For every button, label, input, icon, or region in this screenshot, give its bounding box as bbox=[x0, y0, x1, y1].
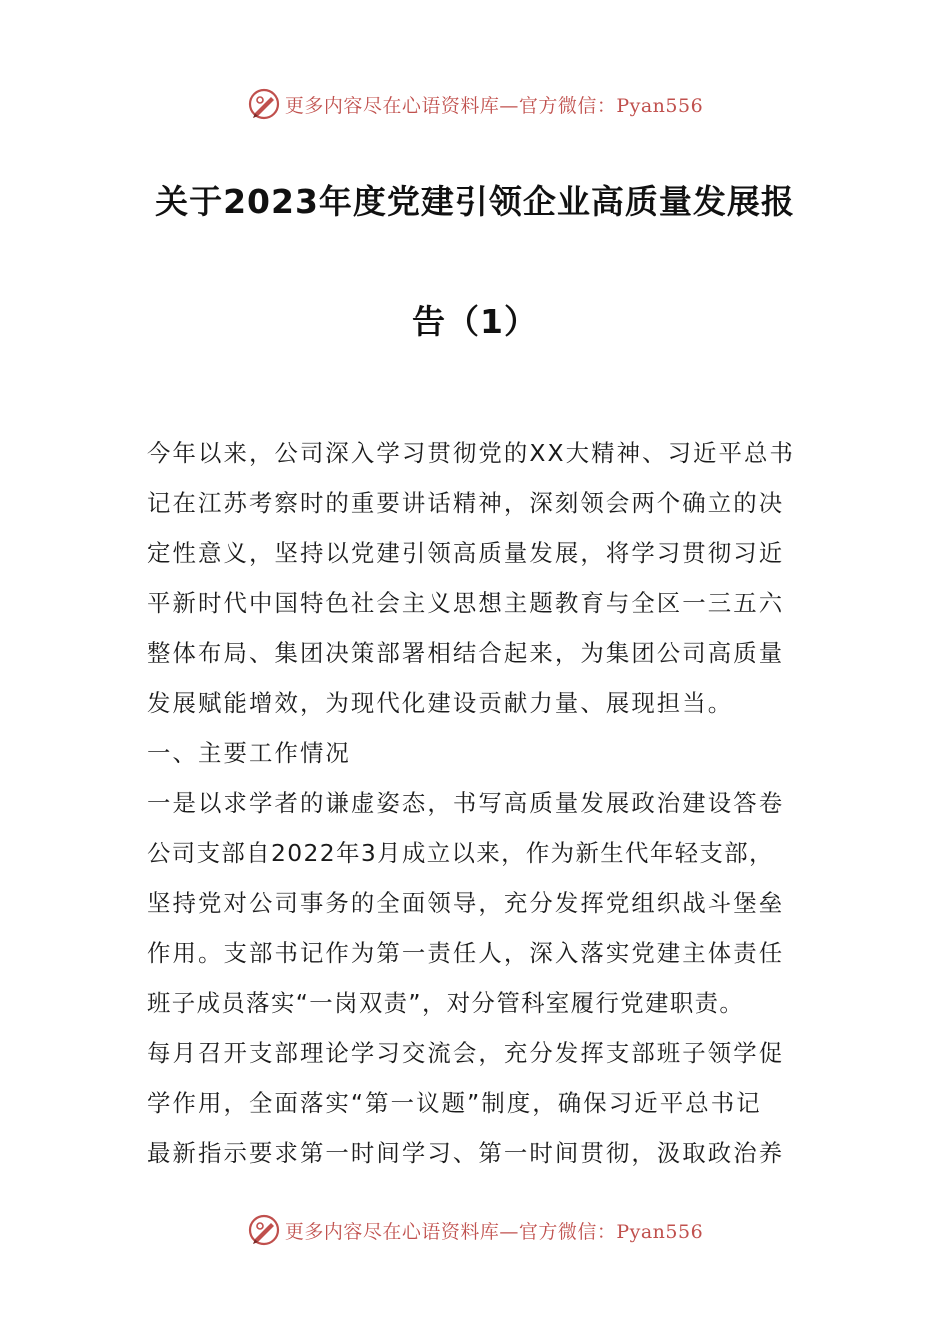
document-title-line2: 告（1） bbox=[412, 302, 538, 341]
body-line: 定性意义，坚持以党建引领高质量发展，将学习贯彻习近 bbox=[147, 539, 785, 567]
watermark-text: 更多内容尽在心语资料库—官方微信：Pyan556 bbox=[284, 94, 704, 117]
body-line: 今年以来，公司深入学习贯彻党的XX大精神、习近平总书 bbox=[147, 439, 796, 467]
body-line: 最新指示要求第一时间学习、第一时间贯彻，汲取政治养 bbox=[147, 1139, 785, 1167]
body-line: 班子成员落实“一岗双责”，对分管科室履行党建职责。 bbox=[147, 989, 745, 1017]
pen-circle-logo-icon bbox=[247, 87, 281, 121]
section-heading: 一、主要工作情况 bbox=[147, 739, 351, 767]
body-line: 学作用，全面落实“第一议题”制度，确保习近平总书记 bbox=[147, 1089, 762, 1117]
body-line: 一是以求学者的谦虚姿态，书写高质量发展政治建设答卷 bbox=[147, 789, 785, 817]
footer-watermark bbox=[0, 1210, 950, 1250]
watermark-text: 更多内容尽在心语资料库—官方微信：Pyan556 bbox=[284, 1220, 704, 1243]
header-watermark bbox=[0, 84, 950, 124]
body-line: 发展赋能增效，为现代化建设贡献力量、展现担当。 bbox=[147, 689, 734, 717]
body-line: 坚持党对公司事务的全面领导，充分发挥党组织战斗堡垒 bbox=[147, 889, 785, 917]
body-line: 公司支部自2022年3月成立以来，作为新生代年轻支部， bbox=[147, 839, 774, 867]
body-line: 整体布局、集团决策部署相结合起来，为集团公司高质量 bbox=[147, 639, 785, 667]
body-line: 每月召开支部理论学习交流会，充分发挥支部班子领学促 bbox=[147, 1039, 785, 1067]
pen-circle-logo-icon bbox=[247, 1213, 281, 1247]
body-line: 作用。支部书记作为第一责任人，深入落实党建主体责任 bbox=[147, 939, 785, 967]
document-title-line1: 关于2023年度党建引领企业高质量发展报 bbox=[155, 182, 795, 221]
document-body bbox=[147, 428, 807, 1178]
body-line: 平新时代中国特色社会主义思想主题教育与全区一三五六 bbox=[147, 589, 785, 617]
body-line: 记在江苏考察时的重要讲话精神，深刻领会两个确立的决 bbox=[147, 489, 785, 517]
